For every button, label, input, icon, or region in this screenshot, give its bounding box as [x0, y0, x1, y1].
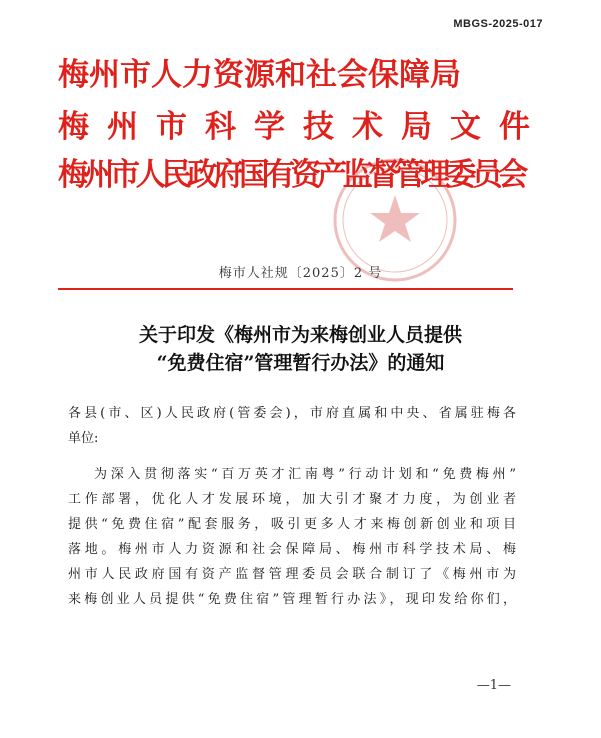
body-line: 落地。梅州市人力资源和社会保障局、梅州市科学技术局、梅: [68, 542, 516, 557]
body-line: 提供“免费住宿”配套服务，吸引更多人才来梅创新创业和项目: [68, 517, 516, 532]
body-line: 为深入贯彻落实“百万英才汇南粤”行动计划和“免费梅州”: [94, 467, 516, 482]
body-line: 来梅创业人员提供“免费住宿”管理暂行办法》，现印发给你们，: [68, 592, 516, 607]
salutation-line: 单位:: [68, 431, 99, 446]
issuer-sasac: 梅州市人民政府国有资产监督管理委员会: [58, 157, 524, 193]
body-paragraph: [68, 462, 516, 612]
salutation: [68, 401, 516, 451]
issuer-hr-bureau: 梅州市人力资源和社会保障局: [58, 57, 461, 93]
document-code: MBGS-2025-017: [453, 18, 543, 30]
salutation-line: 各县(市、区)人民政府(管委会)，市府直属和中央、省属驻梅各: [68, 406, 516, 421]
notice-title-line-2: “免费住宿”管理暂行办法》的通知: [156, 352, 445, 374]
issuer-science-bureau: 梅州市科学技术局文件: [58, 109, 548, 145]
document-number: 梅市人社规〔2025〕2 号: [218, 266, 383, 281]
body-line: 工作部署，优化人才发展环境，加大引才聚才力度，为创业者: [68, 492, 516, 507]
body-line: 州市人民政府国有资产监督管理委员会联合制订了《梅州市为: [68, 567, 516, 582]
red-separator-line: [58, 288, 513, 290]
page-number: —1—: [476, 678, 511, 693]
notice-title-line-1: 关于印发《梅州市为来梅创业人员提供: [138, 324, 462, 346]
